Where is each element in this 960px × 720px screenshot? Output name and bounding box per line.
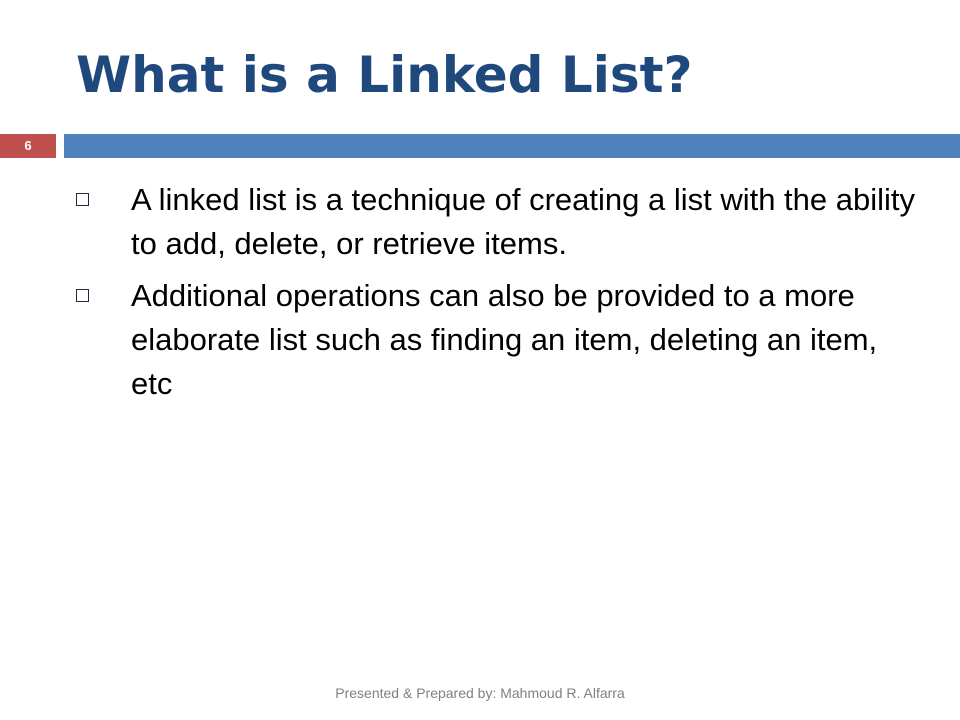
bullet-text: A linked list is a technique of creating a list with the ability to add, delete, or retrieve items. <box>131 182 916 261</box>
slide-number-badge: 6 <box>0 134 56 158</box>
bullet-item <box>0 274 960 406</box>
title-divider-bar <box>64 134 960 158</box>
slide-footer: Presented & Prepared by: Mahmoud R. Alfarra <box>335 685 625 701</box>
slide-title: What is a Linked List? <box>76 46 693 104</box>
square-bullet-icon <box>76 289 89 302</box>
square-bullet-icon <box>76 193 89 206</box>
bullet-list <box>0 178 960 414</box>
bullet-text: Additional operations can also be provided to a more elaborate list such as finding an item, deleting an item, etc <box>131 278 878 401</box>
bullet-item <box>0 178 960 266</box>
